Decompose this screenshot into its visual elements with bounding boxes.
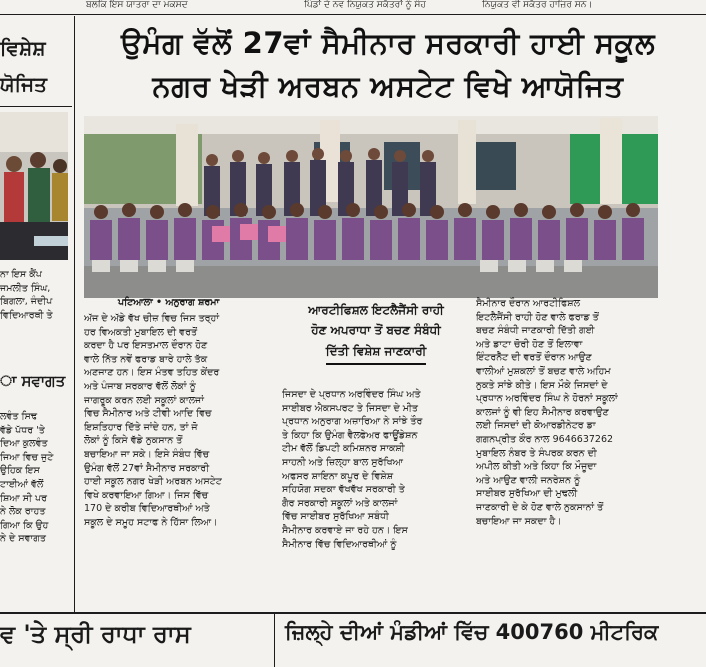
left-line: ਟਾਈਆਂ ਵੱਲੋਂ — [0, 478, 44, 490]
article-line: ਸੈਮੀਨਾਰ ਦੌਰਾਨ ਆਰਟੀਫਿਸ਼ਲ — [476, 298, 581, 309]
subheadline-line-2: ਹੋਣ ਅਪਰਾਧਾ ਤੋਂ ਬਚਣ ਸੰਬੰਧੀ — [311, 323, 441, 337]
article-line: ਇਟਲੈਜੈਂਸੀ ਰਾਹੀ ਹੋਣ ਵਾਲੇ ਫਰਾਡ ਤੋਂ — [476, 311, 599, 323]
article-line: ਅਫਸਰ ਸ਼ਾਇਨਾ ਕਪੂਰ ਦੇ ਵਿਸ਼ੇਸ਼ — [282, 470, 394, 482]
top-rule — [0, 14, 706, 15]
article-line: ਅਣਜਾਣ ਹਨ। ਇਸ ਮੰਤਵ ਤਹਿਤ ਕੇਂਦਰ — [84, 367, 220, 379]
article-line: ਅਤੇ ਆਉਣ ਵਾਲੀ ਜਨਰੇਸ਼ਨ ਨੂੰ — [476, 474, 581, 486]
left-line: ਨੇ ਲੋਕ ਰਾਹਤ — [0, 506, 46, 518]
article-column-1 — [84, 312, 272, 530]
left-headline-1: ਵਿਸ਼ੇਸ਼ — [0, 36, 46, 60]
left-subheadline: ਾ ਸਵਾਗਤ — [0, 372, 66, 390]
article-line: ਜਾਣਕਾਰੀ ਦੇ ਕੇ ਹੋਣ ਵਾਲੇ ਨੁਕਸਾਨਾਂ ਤੋਂ — [476, 501, 604, 513]
article-line: ਅਤੇ ਡਾਟਾ ਚੋਰੀ ਹੋਣ ਤੋਂ ਇਲਾਵਾ — [476, 338, 583, 350]
article-line: ਸਕੂਲ ਦੇ ਸਮੂਹ ਸਟਾਫ ਨੇ ਹਿੱਸਾ ਲਿਆ। — [84, 516, 218, 528]
article-line: ਤੇ ਕਿਹਾ ਕਿ ਉਮੰਗ ਵੈਲਫੇਅਰ ਫਾਊਂਡੇਸ਼ਨ — [282, 429, 418, 441]
left-line: ਵਿਦਿਆਰਥੀ ਤੇ — [0, 309, 53, 321]
left-text-b — [0, 410, 70, 546]
headline-line-2: ਨਗਰ ਖੇੜੀ ਅਰਬਨ ਅਸਟੇਟ ਵਿਖੇ ਆਯੋਜਿਤ — [152, 69, 624, 103]
article-line: ਸਾਈਬਰ ਸੁਰੱਖਿਆ ਦੀ ਮੁਢਲੀ — [476, 488, 578, 500]
article-column-2 — [282, 388, 466, 551]
article-line: ਇਸ਼ਤਿਹਾਰ ਦਿੱਤੇ ਜਾਂਦੇ ਹਨ, ਤਾਂ ਜੋ — [84, 421, 198, 433]
article-line: ਕਾਲਜਾਂ ਨੂੰ ਵੀ ਇਹ ਸੈਮੀਨਾਰ ਕਰਵਾਉਣ — [476, 406, 609, 418]
left-line: ਲਵੰਤ ਸਿਢ — [0, 411, 38, 422]
article-line: ਇੰਟਰਨੈੱਟ ਦੀ ਵਰਤੋਂ ਦੌਰਾਨ ਆਉਣ — [476, 352, 592, 364]
byline: ਪਟਿਆਲਾ • ਅਨੁਰਾਗ ਸ਼ਰਮਾ — [118, 297, 220, 308]
article-line: ਸੈਮੀਨਾਰ ਵਿੱਚ ਵਿਦਿਆਰਥੀਆਂ ਨੂੰ — [282, 538, 397, 550]
subheadline-line-1: ਆਰਟੀਫਿਸ਼ਲ ਇਟਲੈਜੈਂਸੀ ਰਾਹੀ — [308, 303, 444, 317]
left-photo — [0, 112, 68, 260]
article-column-3 — [476, 297, 702, 528]
article-line: ਹਾਈ ਸਕੂਲ ਨਗਰ ਖੇੜੀ ਅਰਬਨ ਅਸਟੇਟ — [84, 476, 222, 488]
article-line: ਨੁਕਤੇ ਸਾਂਝੇ ਕੀਤੇ। ਇਸ ਮੌਕੇ ਜਿਸਦਾਂ ਦੇ — [476, 379, 608, 391]
article-line: ਸਾਈਬਰ ਐਕਸਪਰਟ ਤੇ ਜਿਸਦਾ ਦੇ ਮੀਤ — [282, 402, 418, 414]
article-line: 170 ਦੇ ਕਰੀਬ ਵਿਦਿਆਰਥੀਆਂ ਅਤੇ — [84, 503, 210, 515]
article-line: ਵਿੱਚ ਸਾਈਬਰ ਸੁਰੱਖਿਆ ਸਬੰਧੀ — [282, 511, 389, 523]
left-line: ਬਿਗਲਾ, ਜੰਦੀਪ — [0, 296, 53, 308]
article-line: ਸਹਿਯੋਗ ਸਦਕਾ ਵੱਖਵੱਖ ਸਰਕਾਰੀ ਤੇ — [282, 484, 405, 496]
top-strip-left: ਬਲਕਿ ਇਸ ਯਾਤਰਾ ਦਾ ਮਕਸਦ — [86, 0, 188, 10]
top-strip — [86, 0, 706, 12]
headline-line-1: ਉਮੰਗ ਵੱਲੋਂ 27ਵਾਂ ਸੈਮੀਨਾਰ ਸਰਕਾਰੀ ਹਾਈ ਸਕੂਲ — [120, 26, 656, 60]
article-line: ਮੁਬਾਇਲ ਨੰਬਰ ਤੇ ਸੰਪਰਕ ਕਰਨ ਦੀ — [476, 447, 597, 459]
article-line: ਬਚਣ ਸੰਬੰਧੀ ਜਾਣਕਾਰੀ ਦਿੱਤੀ ਗਈ — [476, 325, 595, 337]
article-line: ਟੀਮ ਵੱਲੋਂ ਡਿਪਟੀ ਕਮਿਸ਼ਨਰ ਸਾਕਸ਼ੀ — [282, 443, 405, 455]
article-line: ਵਿਚ ਸੈਮੀਨਾਰ ਅਤੇ ਟੀਵੀ ਆਦਿ ਵਿਚ — [84, 408, 212, 420]
article-line: ਵਾਲੀਆਂ ਮੁਸ਼ਕਲਾਂ ਤੋਂ ਬਚਣ ਵਾਲੇ ਅਹਿਮ — [476, 365, 611, 377]
subheadline-line-3: ਦਿੱਤੀ ਵਿਸ਼ੇਸ਼ ਜਾਣਕਾਰੀ — [326, 341, 427, 365]
article-line: ਅੱਜ ਦੇ ਅੱਡੇ ਵੱਖ ਚੀਜ਼ ਵਿਚ ਜਿਸ ਤਰ੍ਹਾਂ — [84, 313, 220, 324]
left-rule — [0, 106, 72, 107]
article-line: ਉਮੰਗ ਵੱਲੋਂ 27ਵਾਂ ਸੈਮੀਨਾਰ ਸਰਕਾਰੀ — [84, 462, 210, 474]
article-line: ਵਾਲੇ ਨਿੱਤ ਨਵੇਂ ਫਰਾਡ ਬਾਰੇ ਹਾਲੇ ਤੱਕ — [84, 353, 208, 365]
column-divider-bottom — [274, 614, 275, 667]
article-line: ਵਿਖੇ ਕਰਵਾਇਆ ਗਿਆ। ਜਿਸ ਵਿੱਚ — [84, 489, 209, 501]
left-line: ਦਿਆ ਕੁਲਵੰਤ — [0, 438, 48, 450]
left-line: ਵੱਡੇ ਪੱਧਰ 'ਤੇ — [0, 424, 45, 436]
left-line: ਗਿਆ ਕਿ ਉਹ — [0, 519, 49, 531]
bottom-rule — [0, 612, 706, 614]
top-strip-right: ਨਿਯੁਕਤ ਵੀ ਸਕੱਤਰ ਹਾਜ਼ਿਰ ਸਨ। — [482, 0, 593, 10]
left-line: ਜਮਲੀਤ ਸਿੰਘ, — [0, 282, 51, 294]
left-line: ਨਾ ਇਸ ਕੈਂਪ — [0, 269, 42, 280]
top-strip-mid: ਪਿੰਡਾਂ ਦੇ ਨਵ ਨਿਯੁਕਤ ਸਕੱਤਰਾਂ ਨੂੰ ਸੰਹ — [304, 0, 426, 10]
article-line: ਗੈਰ ਸਰਕਾਰੀ ਸਕੂਲਾਂ ਅਤੇ ਕਾਲਜਾਂ — [282, 497, 398, 509]
article-subheadline-box — [290, 300, 462, 365]
article-line: ਪ੍ਰਧਾਨ ਅਰਵਿੰਦਰ ਸਿੰਘ ਨੇ ਹੋਰਨਾਂ ਸਕੂਲਾਂ — [476, 393, 618, 405]
left-text-a — [0, 268, 70, 322]
left-headline-2: ਯੋਜਿਤ — [0, 72, 47, 96]
article-line: ਲਈ ਜਿਸਦਾਂ ਦੀ ਕੋਆਰਡੀਨੇਟਰ ਡਾ — [476, 420, 596, 432]
bottom-right-headline: ਜ਼ਿਲ੍ਹੇ ਦੀਆਂ ਮੰਡੀਆਂ ਵਿੱਚ 400760 ਮੀਟਰਿਕ — [285, 620, 659, 644]
article-line: ਲੋਕਾਂ ਨੂੰ ਕਿਸੇ ਵੱਡੇ ਨੁਕਸਾਨ ਤੋਂ — [84, 435, 183, 447]
article-line: ਬਚਾਇਆ ਜਾ ਸਕਦਾ ਹੈ। — [476, 515, 562, 527]
article-line: ਅਪੀਲ ਕੀਤੀ ਅਤੇ ਕਿਹਾ ਕਿ ਮੌਜੂਦਾ — [476, 461, 597, 473]
left-line: ਉਹਿਕ ਇਸ — [0, 465, 40, 477]
article-line: ਸਾਹਨੀ ਅਤੇ ਜ਼ਿਲ੍ਹਾ ਬਾਲ ਸੁਰੱਖਿਆ — [282, 456, 403, 468]
article-line: ਹਰ ਵਿਅਕਤੀ ਮੁਬਾਇਲ ਦੀ ਵਰਤੋਂ — [84, 326, 198, 338]
article-line: ਕਰਦਾ ਹੈ ਪਰ ਇਸਤਮਾਲ ਦੌਰਾਨ ਹੋਣ — [84, 340, 208, 352]
group-photo — [84, 116, 658, 298]
left-line: ਨੇ ਦੇ ਸਵਾਗਤ — [0, 533, 46, 545]
left-line: ਜਿਆ ਵਿਚ ਜੁਟੇ — [0, 451, 54, 463]
article-line: ਸੈਮੀਨਾਰ ਕਰਵਾਏ ਜਾ ਰਹੇ ਹਨ। ਇਸ — [282, 524, 408, 536]
article-line: ਅਤੇ ਪੰਜਾਬ ਸਰਕਾਰ ਵੱਲੋਂ ਲੋਕਾਂ ਨੂੰ — [84, 380, 196, 392]
article-line: ਜਿਸਦਾ ਦੇ ਪ੍ਰਧਾਨ ਅਰਵਿੰਦਰ ਸਿੰਘ ਅਤੇ — [282, 389, 421, 400]
article-line: ਜਾਗਰੂਕ ਕਰਨ ਲਈ ਸਕੂਲਾਂ ਕਾਲਜਾਂ — [84, 394, 204, 406]
article-line: ਬਚਾਇਆ ਜਾ ਸਕੇ। ਇਸੇ ਸੰਬੰਧ ਵਿੱਚ — [84, 448, 210, 460]
left-line: ਸ਼ਿਆ ਸੀ ਪਰ — [0, 492, 47, 504]
article-line: ਪ੍ਰਧਾਨ ਅਨੁਰਾਗ ਅਜ਼ਾਰਿਆ ਨੇ ਸਾਂਝੇ ਤੌਰ — [282, 416, 423, 428]
article-line: ਗਗਨਪ੍ਰੀਤ ਕੌਰ ਨਾਲ 9646637262 — [476, 433, 614, 445]
article-headline — [70, 22, 706, 108]
bottom-left-headline: ਵ 'ਤੇ ਸ੍ਰੀ ਰਾਧਾ ਰਾਸ — [0, 620, 191, 648]
